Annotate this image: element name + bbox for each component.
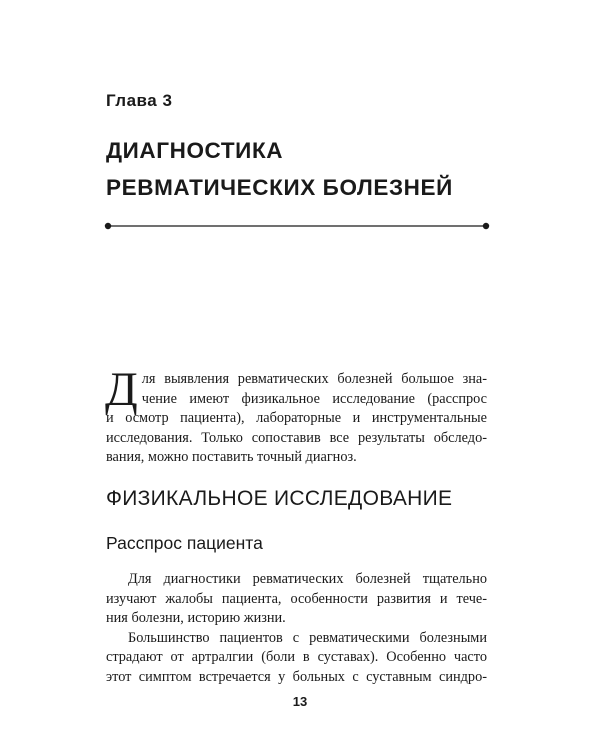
chapter-title-line: РЕВМАТИЧЕСКИХ БОЛЕЗНЕЙ [106, 175, 453, 200]
intro-paragraph [105, 363, 487, 468]
intro-line: чение имеют физикальное исследование (расспрос [141, 390, 487, 407]
body-line: страдают от артралгии (боли в суставах). Особенно часто [106, 649, 487, 666]
intro-line: исследования. Только сопоставив все результаты обследо- [106, 429, 487, 446]
body-line: изучают жалобы пациента, особенности развития и тече- [106, 590, 487, 607]
page-number: 13 [292, 694, 308, 709]
section-heading: ФИЗИКАЛЬНОЕ ИССЛЕДОВАНИЕ [106, 487, 453, 510]
intro-line: ля выявления ревматических болезней большое зна- [141, 371, 487, 387]
chapter-label: Глава 3 [106, 91, 173, 110]
body-line: Для диагностики ревматических болезней тщательно [128, 571, 487, 587]
rule-end-dot-right [483, 223, 489, 229]
body-line: ния болезни, историю жизни. [106, 610, 286, 627]
subsection-heading: Расспрос пациента [106, 533, 263, 553]
body-text [106, 570, 487, 688]
drop-cap: Д [105, 363, 138, 416]
intro-line: и осмотр пациента), лабораторные и инструментальные [106, 410, 487, 426]
decorative-rule [104, 222, 490, 230]
chapter-title-line: ДИАГНОСТИКА [106, 138, 284, 163]
chapter-title [106, 132, 506, 206]
body-line: Большинство пациентов с ревматическими болезными [128, 629, 487, 646]
intro-line: вания, можно поставить точный диагноз. [106, 449, 357, 465]
body-line: этот симптом встречается у больных с суставным синдро- [106, 668, 487, 685]
